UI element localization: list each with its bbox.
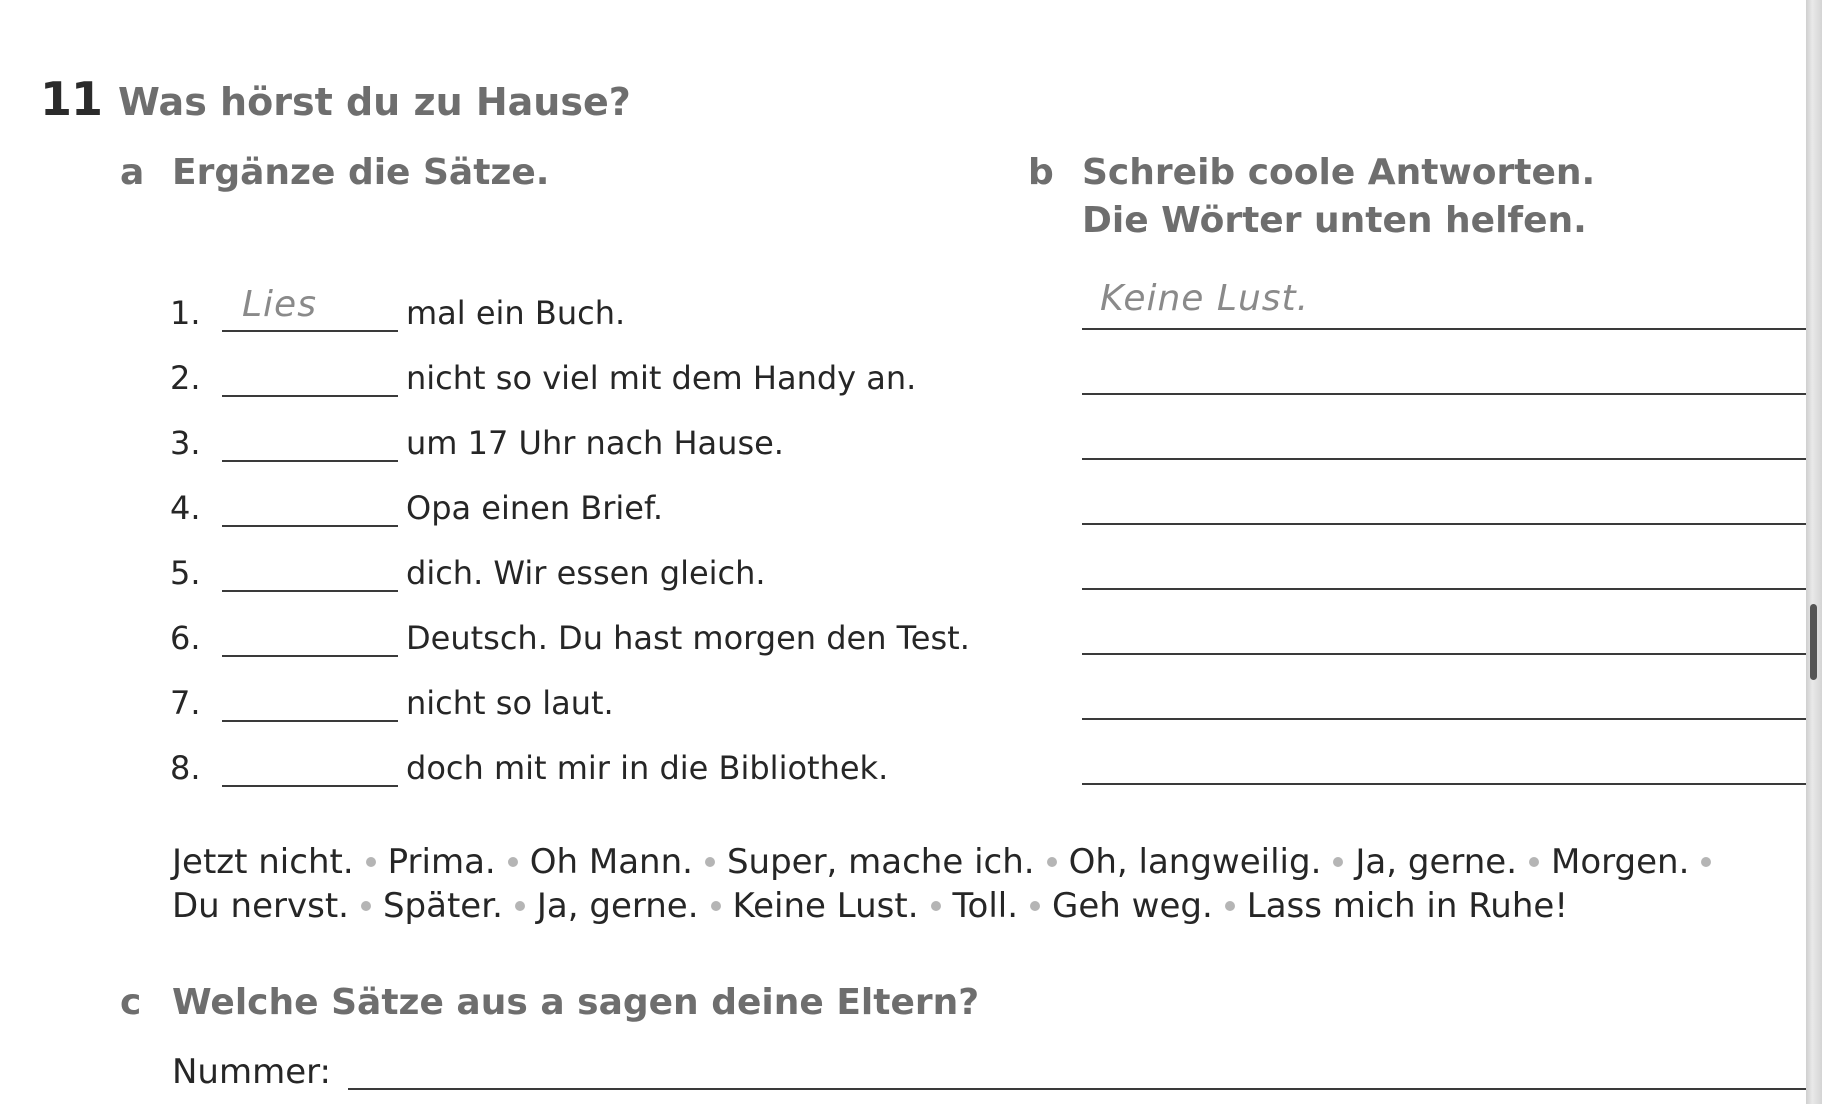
part-a-letter: a xyxy=(120,152,145,193)
item-number: 4. xyxy=(170,489,201,527)
sentence-text: nicht so laut. xyxy=(406,684,614,722)
bullet-dot xyxy=(1225,901,1235,911)
answer-line-b-5[interactable] xyxy=(1082,588,1806,590)
bullet-dot xyxy=(705,857,715,867)
answer-blank[interactable] xyxy=(222,460,398,462)
bullet-dot xyxy=(1333,857,1343,867)
bullet-dot xyxy=(361,901,371,911)
word-bank-phrase: Oh Mann. xyxy=(529,842,693,882)
answer-line-b-2[interactable] xyxy=(1082,393,1806,395)
bullet-dot xyxy=(508,857,518,867)
item-number: 2. xyxy=(170,359,201,397)
item-number: 5. xyxy=(170,554,201,592)
bullet-dot xyxy=(1030,901,1040,911)
word-bank-line-1 xyxy=(172,842,1723,882)
sentence-text: doch mit mir in die Bibliothek. xyxy=(406,749,889,787)
nummer-answer-line[interactable] xyxy=(348,1088,1806,1090)
answer-line-b-7[interactable] xyxy=(1082,718,1806,720)
item-number: 1. xyxy=(170,294,201,332)
exercise-number: 11 xyxy=(40,72,103,126)
exercise-title: Was hörst du zu Hause? xyxy=(118,80,631,124)
part-b-instruction-1: Schreib coole Antworten. xyxy=(1082,152,1596,193)
bullet-dot xyxy=(931,901,941,911)
bullet-dot xyxy=(1701,857,1711,867)
sentence-text: dich. Wir essen gleich. xyxy=(406,554,766,592)
word-bank-line-2 xyxy=(172,886,1568,926)
answer-line-b-3[interactable] xyxy=(1082,458,1806,460)
answer-blank[interactable] xyxy=(222,720,398,722)
bullet-dot xyxy=(711,901,721,911)
answer-blank[interactable] xyxy=(222,785,398,787)
sentence-text: mal ein Buch. xyxy=(406,294,626,332)
answer-line-b-1[interactable] xyxy=(1082,328,1806,330)
item-number: 6. xyxy=(170,619,201,657)
part-a-instruction: Ergänze die Sätze. xyxy=(172,152,550,193)
word-bank-phrase: Super, mache ich. xyxy=(726,842,1035,882)
answer-blank[interactable] xyxy=(222,655,398,657)
scrollbar-thumb[interactable] xyxy=(1810,604,1817,680)
word-bank-phrase: Oh, langweilig. xyxy=(1068,842,1322,882)
word-bank-phrase: Geh weg. xyxy=(1052,886,1213,926)
answer-line-b-4[interactable] xyxy=(1082,523,1806,525)
item-number: 7. xyxy=(170,684,201,722)
word-bank-phrase: Ja, gerne. xyxy=(1355,842,1518,882)
word-bank-phrase: Jetzt nicht. xyxy=(172,842,354,882)
handwritten-answer-b-1: Keine Lust. xyxy=(1100,278,1310,319)
bullet-dot xyxy=(1047,857,1057,867)
word-bank-phrase: Morgen. xyxy=(1551,842,1690,882)
answer-line-b-8[interactable] xyxy=(1082,783,1806,785)
sentence-text: Opa einen Brief. xyxy=(406,489,664,527)
word-bank-phrase: Ja, gerne. xyxy=(536,886,699,926)
part-c-letter: c xyxy=(120,982,142,1023)
bullet-dot xyxy=(1529,857,1539,867)
answer-blank[interactable] xyxy=(222,395,398,397)
bullet-dot xyxy=(515,901,525,911)
word-bank-phrase: Lass mich in Ruhe! xyxy=(1246,886,1568,926)
answer-blank[interactable] xyxy=(222,525,398,527)
item-number: 8. xyxy=(170,749,201,787)
word-bank-phrase: Toll. xyxy=(952,886,1019,926)
page-edge xyxy=(1806,0,1822,1104)
answer-line-b-6[interactable] xyxy=(1082,653,1806,655)
handwritten-answer: Lies xyxy=(242,284,317,325)
word-bank-phrase: Du nervst. xyxy=(172,886,349,926)
part-b-instruction-2: Die Wörter unten helfen. xyxy=(1082,200,1587,241)
bullet-dot xyxy=(366,857,376,867)
part-c-instruction: Welche Sätze aus a sagen deine Eltern? xyxy=(172,982,980,1023)
nummer-label: Nummer: xyxy=(172,1052,331,1092)
sentence-text: Deutsch. Du hast morgen den Test. xyxy=(406,619,970,657)
item-number: 3. xyxy=(170,424,201,462)
word-bank-phrase: Prima. xyxy=(387,842,496,882)
sentence-text: nicht so viel mit dem Handy an. xyxy=(406,359,917,397)
word-bank-phrase: Später. xyxy=(382,886,503,926)
sentence-text: um 17 Uhr nach Hause. xyxy=(406,424,784,462)
part-b-letter: b xyxy=(1028,152,1054,193)
word-bank-phrase: Keine Lust. xyxy=(732,886,919,926)
answer-blank[interactable] xyxy=(222,330,398,332)
answer-blank[interactable] xyxy=(222,590,398,592)
